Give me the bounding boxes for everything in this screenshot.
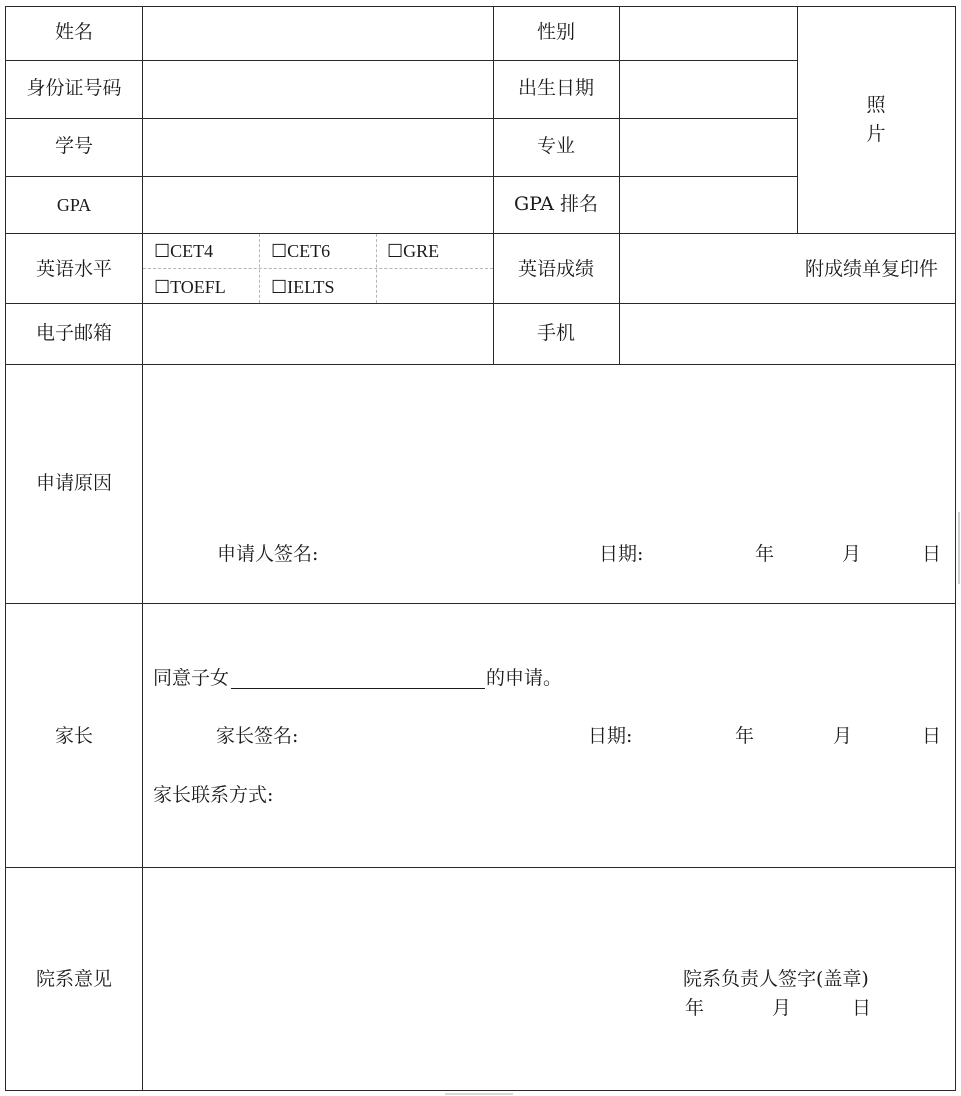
english-grid-col1 xyxy=(259,234,260,303)
row-line-8 xyxy=(5,867,956,868)
parent-signature-label: 家长签名: xyxy=(216,725,299,747)
row-line-4 xyxy=(5,233,956,234)
label-reason: 申请原因 xyxy=(35,472,113,494)
row-line-7 xyxy=(5,603,956,604)
parent-contact-label: 家长联系方式: xyxy=(153,784,274,806)
label-phone: 手机 xyxy=(536,322,576,344)
label-english-level: 英语水平 xyxy=(35,258,113,280)
reason-day: 日 xyxy=(922,543,942,565)
label-birth-date: 出生日期 xyxy=(517,77,595,99)
label-id-number: 身份证号码 xyxy=(26,77,122,99)
label-gender: 性别 xyxy=(536,21,576,43)
checkbox-gre[interactable]: ☐GRE xyxy=(387,241,440,261)
col-line-mid2 xyxy=(619,6,620,364)
checkbox-cet6[interactable]: ☐CET6 xyxy=(271,241,331,261)
department-month: 月 xyxy=(772,997,792,1019)
col-line-left xyxy=(5,6,6,1091)
scan-artifact-right xyxy=(958,512,960,584)
checkbox-toefl[interactable]: ☐TOEFL xyxy=(154,277,226,297)
row-line-5 xyxy=(5,303,956,304)
department-signature: 院系负责人签字(盖章) xyxy=(683,968,869,990)
photo-box xyxy=(797,6,955,233)
transcript-note: 附成绩单复印件 xyxy=(805,258,939,280)
reason-month: 月 xyxy=(842,543,862,565)
label-email: 电子邮箱 xyxy=(35,322,113,344)
department-day: 日 xyxy=(852,997,872,1019)
label-name: 姓名 xyxy=(54,21,94,43)
col-line-mid xyxy=(493,6,494,364)
label-student-id: 学号 xyxy=(54,135,94,157)
label-major: 专业 xyxy=(536,135,576,157)
consent-blank-line[interactable] xyxy=(231,688,485,689)
col-line-label xyxy=(142,6,143,1091)
english-grid-col2 xyxy=(376,234,377,303)
label-parent: 家长 xyxy=(54,725,94,747)
parent-month: 月 xyxy=(833,725,853,747)
applicant-signature-label: 申请人签名: xyxy=(217,543,319,565)
label-english-score: 英语成绩 xyxy=(517,258,595,280)
row-line-2 xyxy=(5,118,797,119)
consent-suffix: 的申请。 xyxy=(486,667,563,689)
col-line-right xyxy=(955,6,956,1091)
row-line-3 xyxy=(5,176,797,177)
consent-prefix: 同意子女 xyxy=(153,667,230,689)
parent-year: 年 xyxy=(735,725,755,747)
parent-date-label: 日期: xyxy=(588,725,633,747)
label-department: 院系意见 xyxy=(35,968,113,990)
checkbox-cet4[interactable]: ☐CET4 xyxy=(154,241,214,261)
photo-label-1: 照 xyxy=(866,94,886,116)
scan-artifact-bottom xyxy=(445,1093,513,1095)
row-line-1 xyxy=(5,60,797,61)
row-line-bottom xyxy=(5,1090,956,1091)
row-line-6 xyxy=(5,364,956,365)
photo-label-2: 片 xyxy=(866,123,886,145)
english-grid-row xyxy=(143,268,493,269)
department-year: 年 xyxy=(685,997,705,1019)
label-gpa: GPA xyxy=(56,195,92,215)
reason-date-label: 日期: xyxy=(599,543,644,565)
parent-day: 日 xyxy=(922,725,942,747)
reason-year: 年 xyxy=(755,543,775,565)
checkbox-ielts[interactable]: ☐IELTS xyxy=(271,277,335,297)
label-gpa-rank: GPA 排名 xyxy=(514,193,598,215)
